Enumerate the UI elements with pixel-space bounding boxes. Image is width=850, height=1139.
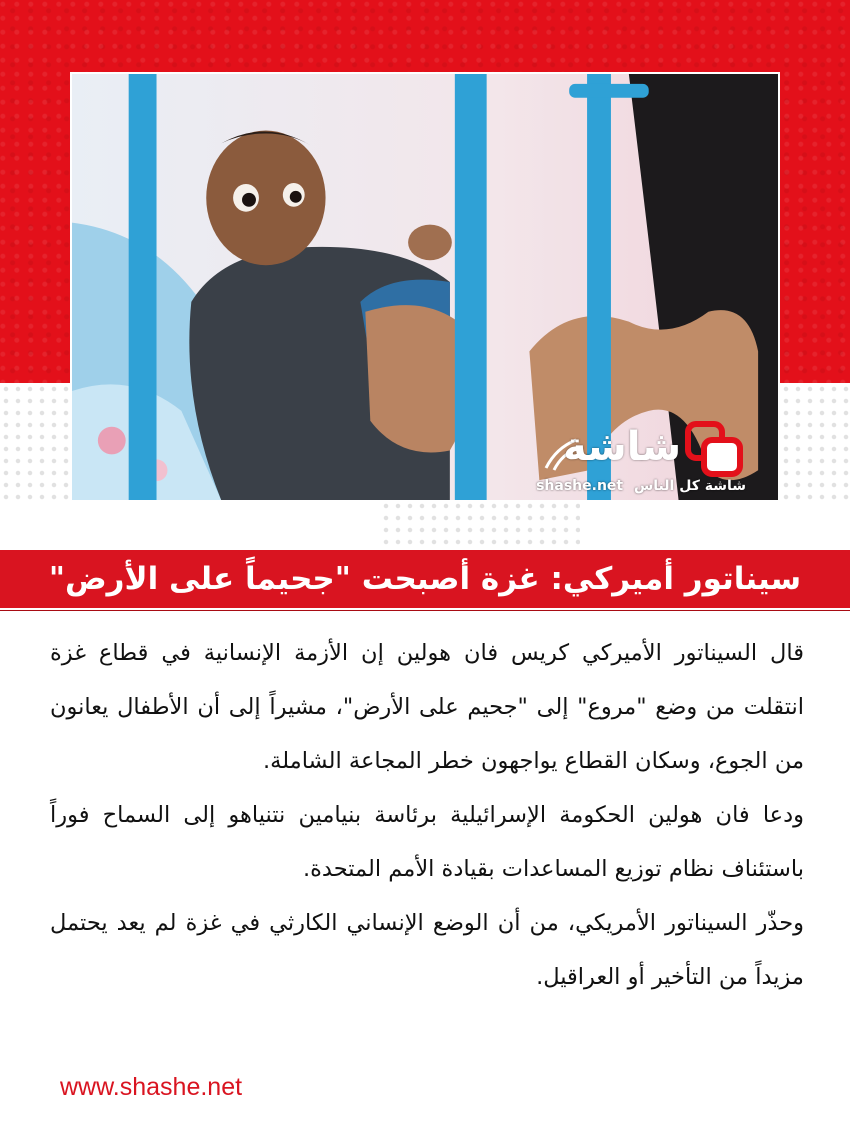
decor-dots-bottom: [380, 500, 580, 545]
logo-site-line: [536, 478, 746, 494]
article-paragraph-1: قال السيناتور الأميركي كريس فان هولين إن الأزمة الإنسانية في قطاع غزة انتقلت من وضع "مروع" إلى "جحيم على الأرض"، مشيراً إلى أن الأطفال يعانون من الجوع، وسكان القطاع يواجهون خطر المجاعة الشاملة.: [50, 640, 804, 774]
shashe-logo: [536, 418, 766, 494]
decor-dots-right: [780, 383, 850, 503]
footer-url-link[interactable]: www.shashe.net: [60, 1073, 243, 1101]
article-paragraph-3: وحذّر السيناتور الأمريكي، من أن الوضع الإنساني الكارثي في غزة لم يعد يحتمل مزيداً من التأخير أو العراقيل.: [50, 910, 804, 990]
headline-text: سيناتور أميركي: غزة أصبحت "جحيماً على الأرض": [48, 561, 802, 597]
logo-brand: شاشة: [563, 424, 682, 470]
decor-dots-left: [0, 383, 70, 503]
article-paragraph-2: ودعا فان هولين الحكومة الإسرائيلية برئاسة بنيامين نتنياهو إلى السماح فوراً باستئناف نظام توزيع المساعدات بقيادة الأمم المتحدة.: [50, 802, 804, 882]
news-photo: [70, 72, 780, 502]
article-body: [50, 626, 804, 1004]
headline-bar: [0, 548, 850, 610]
logo-site: shashe.net: [536, 478, 624, 494]
logo-tagline: شاشة كل الناس: [633, 478, 746, 494]
